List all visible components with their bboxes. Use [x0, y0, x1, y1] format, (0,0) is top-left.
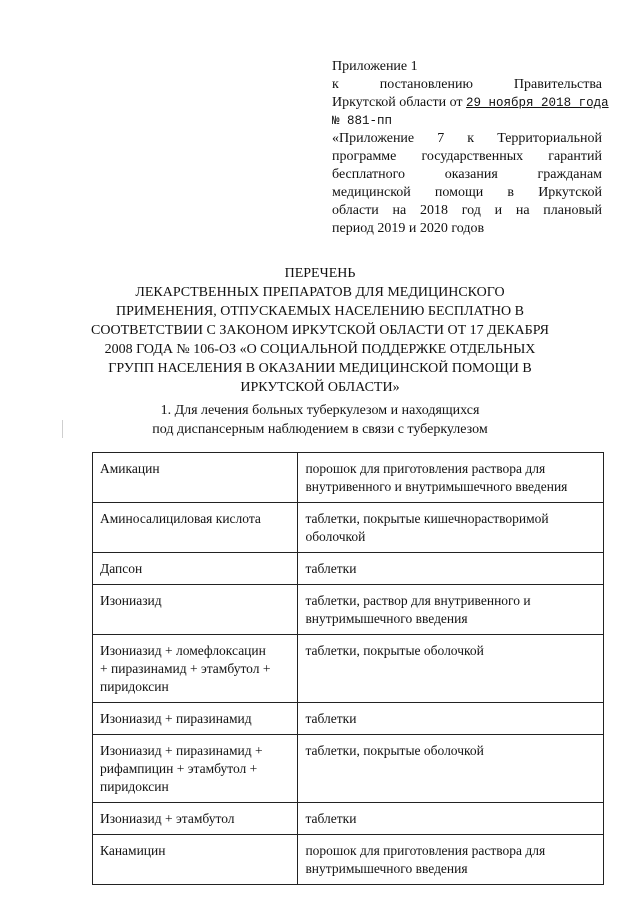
drug-name-cell — [93, 553, 298, 585]
drug-name-cell — [93, 635, 298, 703]
section-line-2: под диспансерным наблюдением в связи с туберкулезом — [152, 422, 488, 437]
scan-margin-mark — [62, 420, 63, 438]
drug-name-line: Изониазид + пиразинамид — [100, 711, 252, 726]
title-line-6: ГРУПП НАСЕЛЕНИЯ В ОКАЗАНИИ МЕДИЦИНСКОЙ ПОМОЩИ В — [108, 361, 532, 376]
dosage-form-cell — [298, 703, 604, 735]
table-row — [93, 803, 604, 835]
annex-line-3: Иркутской области от 29 ноября 2018 года — [332, 95, 609, 110]
section-heading — [120, 401, 520, 439]
drug-name-cell — [93, 735, 298, 803]
dosage-form-line: порошок для приготовления раствора для — [305, 843, 546, 858]
dosage-form-line: таблетки — [305, 811, 357, 826]
dosage-form-line: таблетки, покрытые кишечнорастворимой — [305, 511, 549, 526]
table-row — [93, 453, 604, 503]
dosage-form-cell — [298, 453, 604, 503]
annex-line-6: программе государственных гарантий — [332, 149, 602, 164]
dosage-form-line: оболочкой — [305, 529, 366, 544]
table-row — [93, 553, 604, 585]
drug-name-cell — [93, 803, 298, 835]
annex-header — [332, 58, 609, 238]
title-line-2: ЛЕКАРСТВЕННЫХ ПРЕПАРАТОВ ДЛЯ МЕДИЦИНСКОГО — [135, 285, 505, 300]
drug-name-line: Изониазид — [100, 593, 162, 608]
drug-name-line: Аминосалициловая кислота — [100, 511, 261, 526]
annex-line-7: бесплатного оказания гражданам — [332, 167, 603, 182]
drug-name-line: Изониазид + этамбутол — [100, 811, 235, 826]
annex-line-9: области на 2018 год и на плановый — [332, 203, 602, 218]
drug-name-line: рифампицин + этамбутол + — [100, 761, 258, 776]
annex-line-2: к постановлению Правительства — [332, 77, 603, 92]
table-row — [93, 585, 604, 635]
annex-line-10: период 2019 и 2020 годов — [332, 221, 485, 236]
table-row — [93, 735, 604, 803]
drug-name-line: Амикацин — [100, 461, 160, 476]
table-row — [93, 835, 604, 885]
annex-number: № 881-пп — [332, 114, 393, 128]
drug-name-cell — [93, 585, 298, 635]
drug-name-cell — [93, 703, 298, 735]
dosage-form-line: таблетки, покрытые оболочкой — [305, 743, 484, 758]
annex-date: 29 ноября 2018 года — [466, 96, 609, 110]
title-line-7: ИРКУТСКОЙ ОБЛАСТИ» — [240, 380, 400, 395]
drug-name-line: Изониазид + пиразинамид + — [100, 743, 263, 758]
drug-name-line: Дапсон — [100, 561, 143, 576]
dosage-form-cell — [298, 585, 604, 635]
dosage-form-line: внутривенного и внутримышечного введения — [305, 479, 568, 494]
dosage-form-line: таблетки — [305, 561, 357, 576]
dosage-form-line: внутримышечного введения — [305, 861, 468, 876]
dosage-form-cell — [298, 635, 604, 703]
title-line-4: СООТВЕТСТВИИ С ЗАКОНОМ ИРКУТСКОЙ ОБЛАСТИ ОТ 17 ДЕКАБРЯ — [91, 323, 549, 338]
dosage-form-cell — [298, 553, 604, 585]
title-line-1: ПЕРЕЧЕНЬ — [284, 266, 356, 281]
dosage-form-cell — [298, 835, 604, 885]
drug-table — [92, 452, 604, 885]
dosage-form-line: таблетки, покрытые оболочкой — [305, 643, 484, 658]
annex-line-5: «Приложение 7 к Территориальной — [332, 131, 603, 146]
title-line-3: ПРИМЕНЕНИЯ, ОТПУСКАЕМЫХ НАСЕЛЕНИЮ БЕСПЛАТНО В — [116, 304, 524, 319]
title-line-5: 2008 ГОДА № 106-ОЗ «О СОЦИАЛЬНОЙ ПОДДЕРЖКЕ ОТДЕЛЬНЫХ — [104, 342, 536, 357]
annex-line-8: медицинской помощи в Иркутской — [332, 185, 602, 200]
dosage-form-cell — [298, 803, 604, 835]
drug-name-line: Канамицин — [100, 843, 166, 858]
table-row — [93, 635, 604, 703]
section-line-1: 1. Для лечения больных туберкулезом и находящихся — [160, 403, 480, 418]
dosage-form-line: таблетки — [305, 711, 357, 726]
table-row — [93, 503, 604, 553]
drug-name-cell — [93, 835, 298, 885]
table-row — [93, 703, 604, 735]
dosage-form-line: таблетки, раствор для внутривенного и — [305, 593, 531, 608]
dosage-form-line: внутримышечного введения — [305, 611, 468, 626]
drug-name-line: пиридоксин — [100, 779, 169, 794]
drug-name-cell — [93, 453, 298, 503]
drug-name-cell — [93, 503, 298, 553]
drug-name-line: + пиразинамид + этамбутол + — [100, 661, 271, 676]
drug-name-line: Изониазид + ломефлоксацин — [100, 643, 266, 658]
dosage-form-line: порошок для приготовления раствора для — [305, 461, 546, 476]
annex-line-1: Приложение 1 — [332, 59, 418, 74]
dosage-form-cell — [298, 735, 604, 803]
document-title — [90, 264, 550, 397]
dosage-form-cell — [298, 503, 604, 553]
drug-name-line: пиридоксин — [100, 679, 169, 694]
